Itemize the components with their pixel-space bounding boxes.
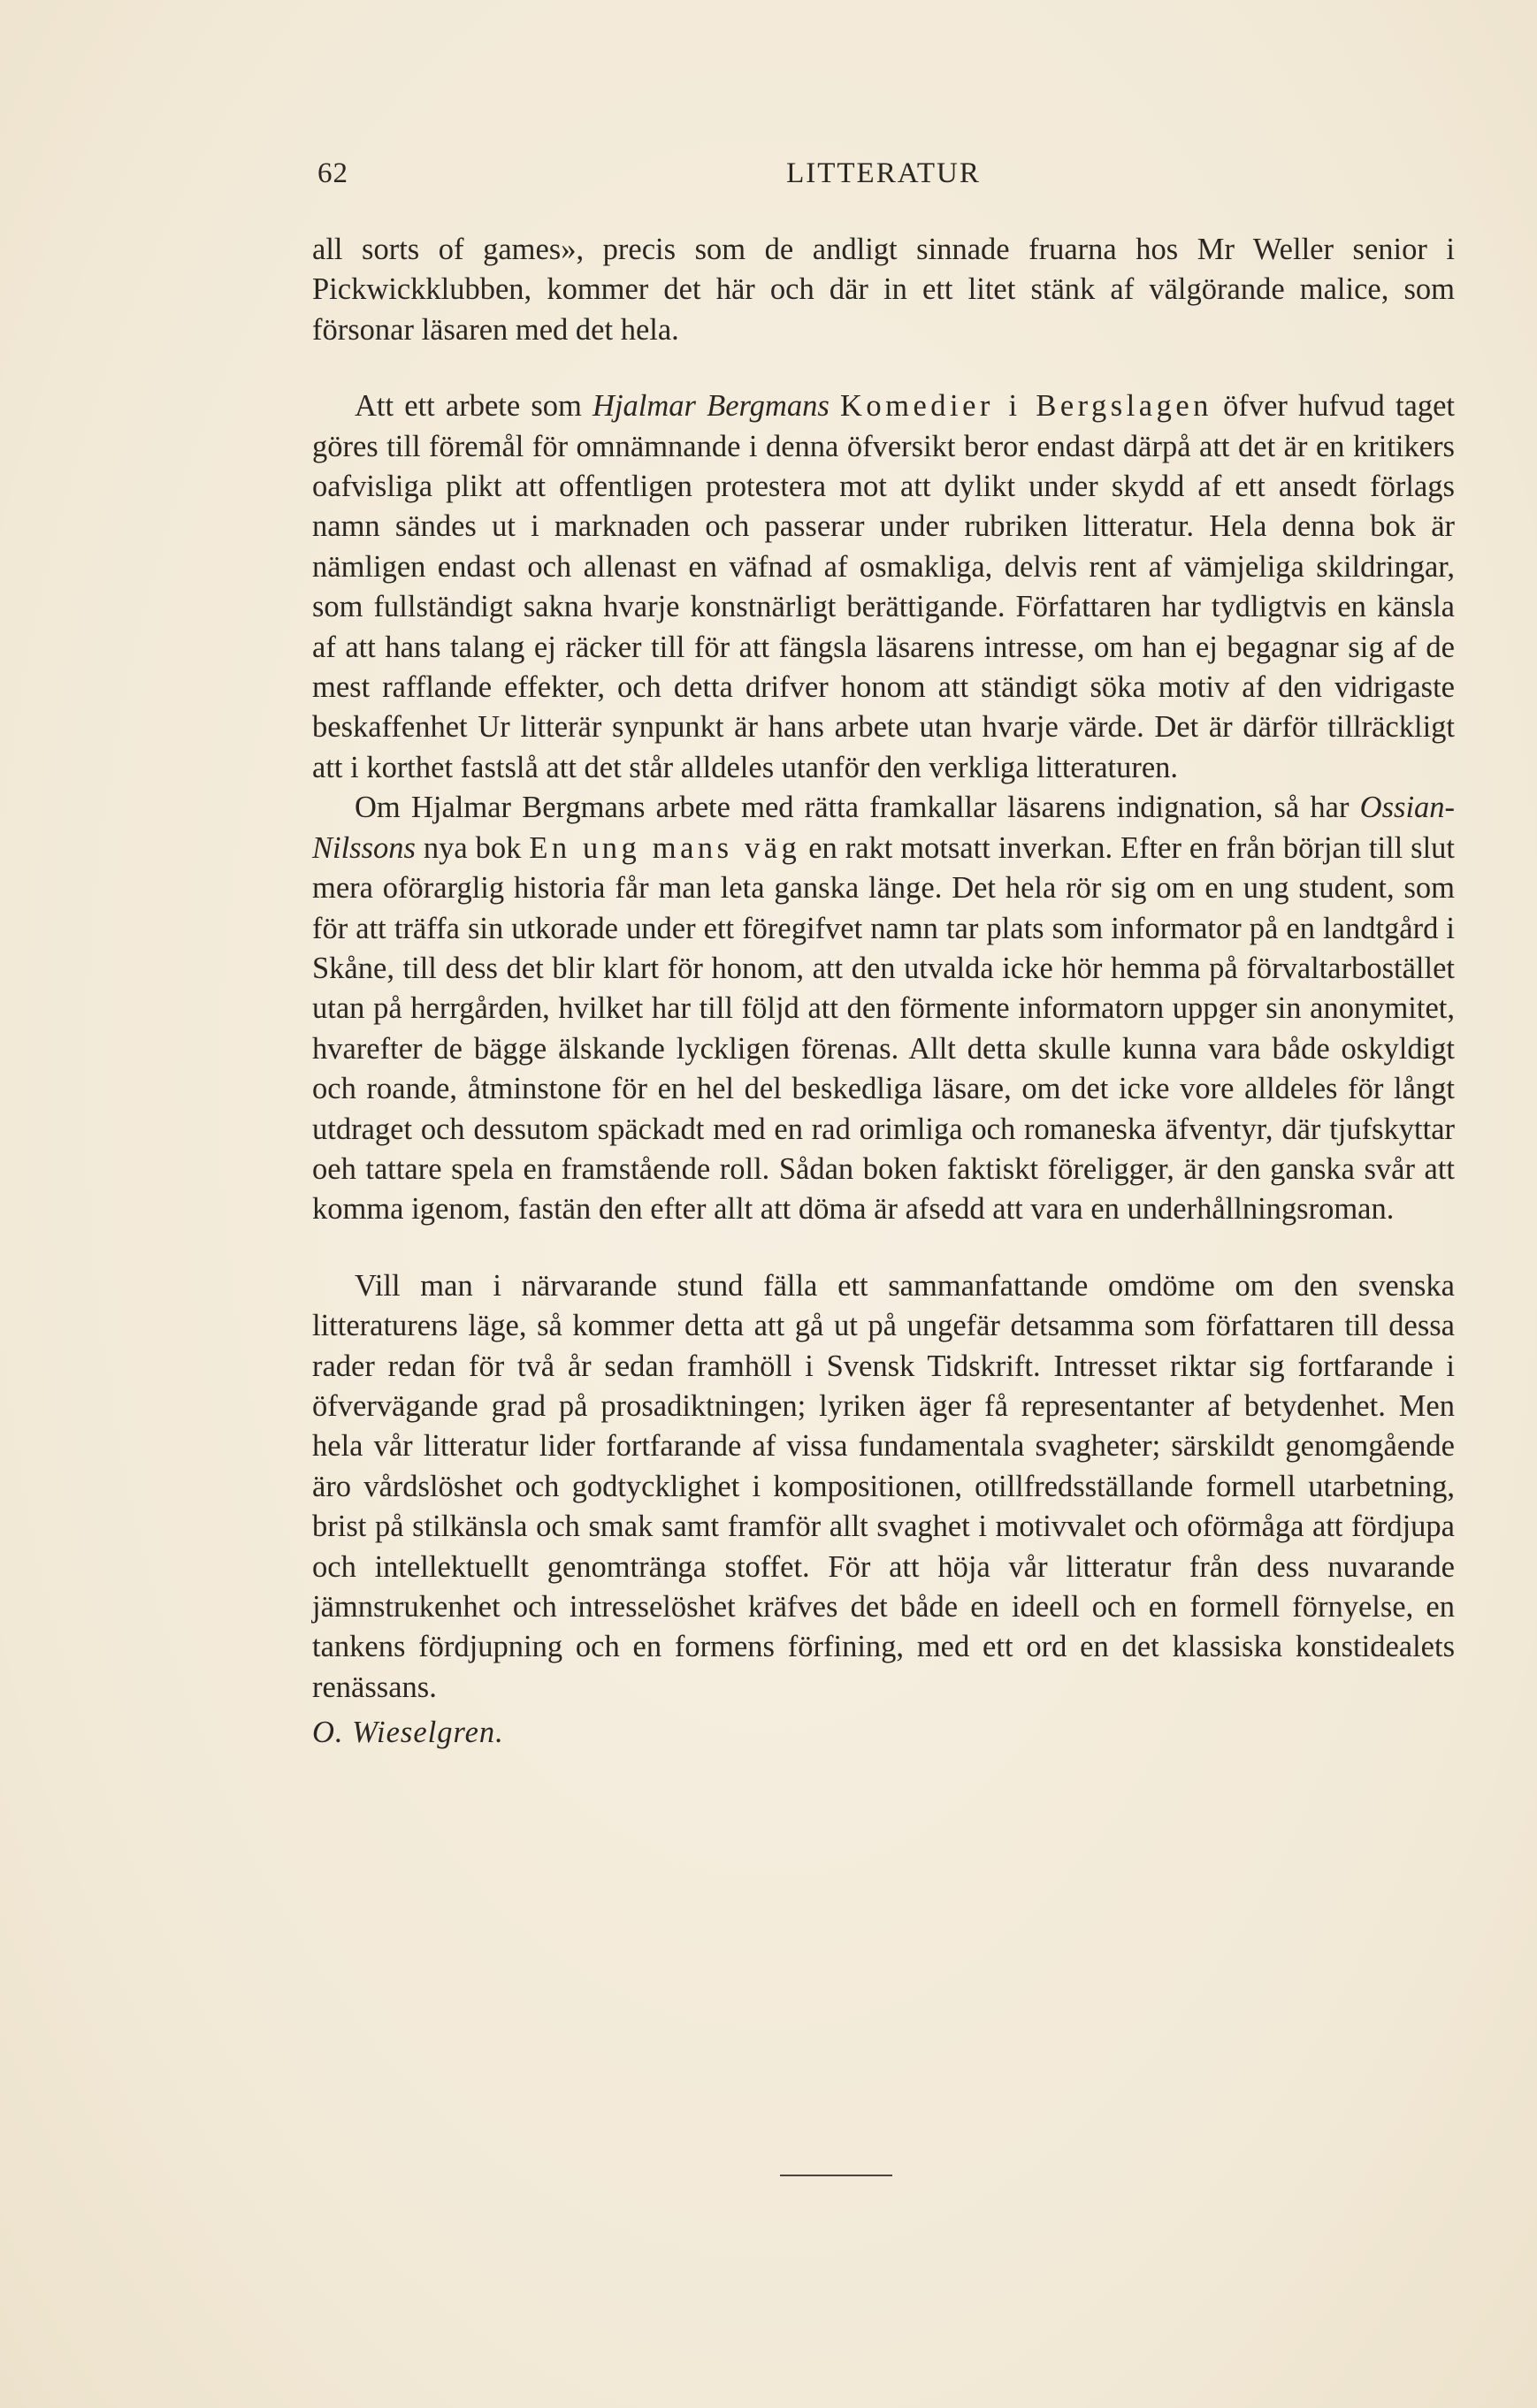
author-signature: O. Wieselgren. [312,1716,504,1750]
author-name: Ossian-Nilssons [312,791,1456,865]
book-title: En ung mans väg [529,830,801,865]
text-segment: Att ett arbete som [355,389,582,424]
book-title: Komedier i Bergslagen [839,389,1212,424]
running-title: LITTERATUR [786,157,981,189]
end-divider [780,2175,892,2176]
text-segment: en rakt motsatt inverkan. Efter en från början till slut mera oförarglig historia får man leta ganska länge. Det hela rör sig om en ung student, som för att träffa sin utkorade under ett föregifvet namn tar plats som informator på en landtgård i Skåne, till dess det blir klart för honom, att den utvalda icke hör hemma på förvaltarbostället utan på herrgården, hvilket har till följd att den förmente informatorn uppger sin anonymitet, hvarefter de bägge älskande lyckligen förenas. Allt detta skulle kunna vara både oskyldigt och roande, åtminstone för en hel del beskedliga läsare, om det icke vore alldeles för långt utdraget och dessutom späckadt med en rad orimliga och romaneska äfventyr, där tjufskyttar oeh tattare spela en framstående roll. Sådan boken faktiskt föreligger, är den ganska svår att komma igenom, fastän den efter allt att döma är afsedd att vara en underhållningsroman. [312,830,1455,1227]
page-header [317,157,1449,210]
text-segment: Om Hjalmar Bergmans arbete med rätta framkallar läsarens indignation, så har [355,791,1350,825]
paragraph-continuation: all sorts of games», precis som de andligt sinnade fruarna hos Mr Weller senior i Pickwickklubben, kommer det här och där in ett litet stänk af välgörande malice, som försonar läsaren med det hela. [312,233,1455,347]
paragraph-bergman-review [312,386,1455,788]
paragraph-ossian-nilsson-review [312,788,1455,1229]
article-body [312,230,1455,1754]
text-segment: nya bok [423,830,522,865]
paragraph-summary: Vill man i närvarande stund fälla ett sammanfattande omdöme om den svenska litteraturens läge, så kommer detta att gå ut på ungefär detsamma som författaren till dessa rader redan för två år sedan framhöll i Svensk Tidskrift. Intresset riktar sig fortfarande i öfvervägande grad på prosadiktningen; lyriken äger få representanter af betydenhet. Men hela vår litteratur lider fortfarande af vissa fundamentala svagheter; särskildt genomgående äro vårdslöshet och godtycklighet i kompositionen, otillfredsställande formell utarbetning, brist på stilkänsla och smak samt framför allt svaghet i motivvalet och oförmåga att fördjupa och intellektuellt genomtränga stoffet. För att höja vår litteratur från dess nuvarande jämnstrukenhet och intresselöshet kräfves det både en ideell och en formell förnyelse, en tankens fördjupning och en formens förfining, med ett ord en det klassiska konstidealets renässans. [312,1268,1455,1704]
text-segment: öfver hufvud taget göres till föremål för omnämnande i denna öfversikt beror endast därpå att det är en kritikers oafvisliga plikt att offentligen protestera mot att dylikt under skydd af ett ansedt förlags namn sändes ut i marknaden och passerar under rubriken litteratur. Hela denna bok är nämligen endast och allenast en väfnad af osmakliga, delvis rent af vämjeliga skildringar, som fullständigt sakna hvarje konstnärligt berättigande. Författaren har tydligtvis en känsla af att hans talang ej räcker till för att fängsla läsarens intresse, om han ej begagnar sig af de mest rafflande effekter, och detta drifver honom att ständigt söka motiv af den vidrigaste beskaffenhet Ur litterär synpunkt är hans arbete utan hvarje värde. Det är därför tillräckligt att i korthet fastslå att det står alldeles utanför den verkliga litteraturen. [312,389,1455,784]
page-number: 62 [317,157,348,189]
author-name: Hjalmar Bergmans [593,389,830,424]
